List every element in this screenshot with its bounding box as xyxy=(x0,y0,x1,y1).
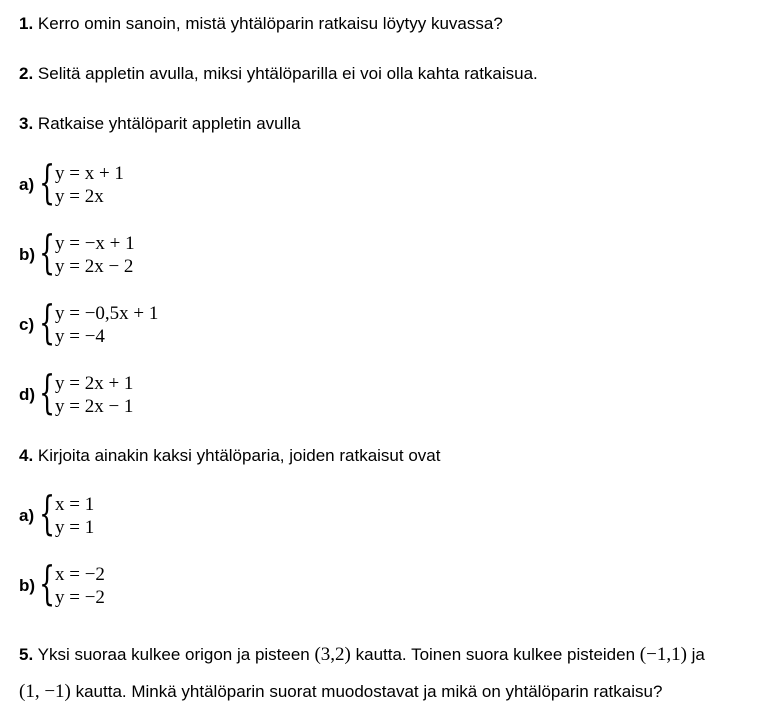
system-label: c) xyxy=(19,315,35,334)
question-1 xyxy=(19,13,503,35)
question-number: 1. xyxy=(19,14,34,33)
brace-symbol: { xyxy=(39,486,56,540)
equation-line-1: x = 1 xyxy=(55,494,95,515)
question-text-part: ja xyxy=(686,645,705,664)
equation-system-3c xyxy=(19,295,319,351)
equation-line-2: y = −2 xyxy=(55,587,105,608)
question-4 xyxy=(19,445,440,467)
system-label: b) xyxy=(19,245,36,264)
equation-system-4a xyxy=(19,486,319,542)
brace-symbol: { xyxy=(39,365,56,419)
equation-line-1: x = −2 xyxy=(55,564,105,585)
equation-line-2: y = 2x xyxy=(55,186,104,207)
question-text-part: kautta. Minkä yhtälöparin suorat muodostavat ja mikä on yhtälöparin ratkaisu? xyxy=(70,682,663,701)
equation-system-3d xyxy=(19,365,319,421)
question-text-part: kautta. Toinen suora kulkee pisteiden xyxy=(350,645,640,664)
point-3-2: (3,2) xyxy=(314,644,351,665)
system-label: b) xyxy=(19,576,36,595)
question-5 xyxy=(19,636,774,710)
question-number: 5. xyxy=(19,645,34,664)
system-label: d) xyxy=(19,385,36,404)
equation-line-1: y = 2x + 1 xyxy=(55,373,134,394)
equation-line-1: y = x + 1 xyxy=(55,163,124,184)
equation-line-2: y = 1 xyxy=(55,517,95,538)
question-text: Ratkaise yhtälöparit appletin avulla xyxy=(33,114,301,133)
point-minus1-1: (−1,1) xyxy=(639,644,687,665)
equation-system-4b xyxy=(19,556,319,612)
brace-symbol: { xyxy=(39,225,56,279)
question-text: Selitä appletin avulla, miksi yhtälöparilla ei voi olla kahta ratkaisua. xyxy=(33,64,538,83)
equation-line-2: y = −4 xyxy=(55,326,105,347)
system-label: a) xyxy=(19,506,35,525)
equation-line-2: y = 2x − 2 xyxy=(55,256,134,277)
question-text: Kerro omin sanoin, mistä yhtälöparin ratkaisu löytyy kuvassa? xyxy=(33,14,503,33)
question-3 xyxy=(19,113,301,135)
question-2 xyxy=(19,63,538,85)
equation-line-1: y = −0,5x + 1 xyxy=(55,303,159,324)
equation-line-2: y = 2x − 1 xyxy=(55,396,134,417)
question-number: 3. xyxy=(19,114,34,133)
brace-symbol: { xyxy=(39,295,56,349)
brace-symbol: { xyxy=(39,155,56,209)
question-text-part: Yksi suoraa kulkee origon ja pisteen xyxy=(33,645,315,664)
brace-symbol: { xyxy=(39,556,56,610)
question-number: 4. xyxy=(19,446,34,465)
equation-system-3b xyxy=(19,225,319,281)
equation-line-1: y = −x + 1 xyxy=(55,233,135,254)
point-1-minus1: (1, −1) xyxy=(19,681,71,702)
equation-system-3a xyxy=(19,155,319,211)
system-label: a) xyxy=(19,175,35,194)
question-text: Kirjoita ainakin kaksi yhtälöparia, joiden ratkaisut ovat xyxy=(33,446,441,465)
question-number: 2. xyxy=(19,64,34,83)
